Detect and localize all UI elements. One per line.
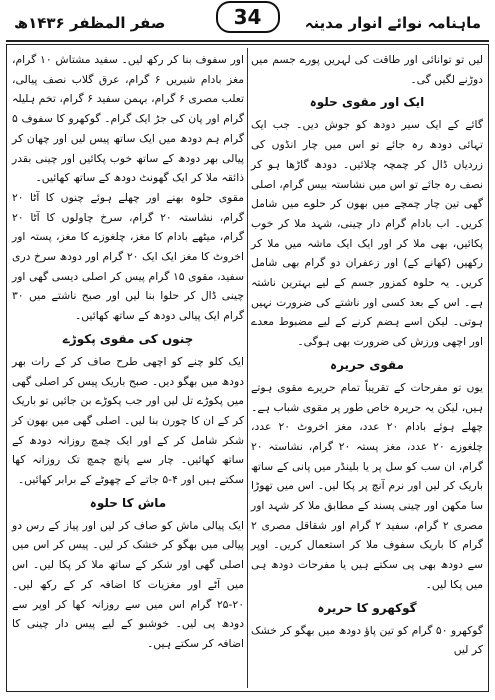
right-column — [251, 50, 483, 660]
heading-gokhru: گوکھرو کا حریرہ — [317, 600, 417, 615]
column-divider — [247, 48, 248, 688]
magazine-title: ماہنامہ نوائے انوار مدینہ — [304, 14, 481, 32]
left-paragraph-1: اور سفوف بنا کر رکھ لیں۔ سفید مشتاش ۱۰ گرام، مغز بادام شیریں ۶ گرام، عرق گلاب نصف پیالی، تعلب مصری ۶ گرام، بہمن سفید ۶ گرام، تخم ہلیلہ گرام اور پان کی جڑ ایک گرام۔ گوکھرو کا سفوف ۵ گرام ہم دودھ میں ایک ساتھ پیس لیں اور چھان کر پیالی بھر دودھ کے ساتھ خوب پکائیں اور چینی بقدر ذائقہ ملا کر ایک گھونٹ دودھ کے ساتھ کھائیں۔ — [12, 53, 244, 185]
pakoray-paragraph: ایک کلو چنے کو اچھی طرح صاف کر کے رات بھر دودھ میں بھگو دیں۔ صبح باریک پیس کر اصلی گھی میں پکوڑے تل لیں اور جب پکوڑے بن جائیں تو باریک کر کے ان کا چورن بنا لیں۔ اصلی گھی میں بھون کر شکر شامل کر کے اور ایک چمچ روزانہ دودھ کے ساتھ کھائیں۔ چار سے پانچ چمچ تک روزانہ کھا سکتے ہیں اور ۴-۵ جاتے کے چھوٹے کے برابر کھائیں۔ — [12, 354, 244, 487]
hareera-paragraph: یوں تو مفرحات کے تقریباً تمام حریرے مقوی ہوتے ہیں، لیکن یہ حریرہ خاص طور پر مقوی شباب ہے۔ چھلے ہوئے بادام ۲۰ عدد، مغز اخروٹ ۲۰ عدد، چلغوزے ۲۰ عدد، مغز پستہ ۲۰ گرام، نشاستہ ۲۰ گرام، ان سب کو سل پر یا بلینڈر میں پانی کے ساتھ باریک کر لیں اور نرم آنچ پر پکا لیں۔ اس میں تھوڑا سا مکھن اور چینی پسند کے مطابق ملا کر شہد اور مصری ۲ گرام، سفید ۲ گرام اور شقاقل مصری ۲ گرام کا باریک سفوف ملا کر استعمال کریں۔ اوپر سے دودھ بھی پی سکتے ہیں یا مفرحات دودھ ہی میں پکا لیں۔ — [251, 380, 483, 591]
heading-maash: ماش کا حلوہ — [89, 495, 167, 510]
left-column — [12, 50, 244, 654]
halwa-paragraph: گائے کے ایک سیر دودھ کو جوش دیں۔ جب ایک تہائی دودھ رہ جائے تو اس میں چار انڈوں کی زردیاں ڈال کر چمچہ چلائیں۔ دودھ گاڑھا ہو کر نصف رہ جائے تو اس میں نشاستہ بیس گرام، اصلی گھی تین چار چمچے میں بھون کر حلوے میں شامل کریں۔ اب بادام گرام دار چینی، شہد ملا کر خوب پکائیں، بھی ملا کر اور ایک ایک ماشہ میں ملا کر رکھیں (کھانے کے) اور زعفران دو گرام بھی شامل کریں۔ یہ حلوہ کمزور جسم کے لیے بہترین ناشتہ ہے۔ اس کے بعد کسی اور ناشتے کی ضرورت نہیں ہوتی۔ لیکن اسے ہضم کرنے کے لیے مضبوط معدے اور اچھی ورزش کی ضرورت بھی ہوگی۔ — [251, 118, 483, 349]
left-paragraph-2: مقوی حلوہ بھنے اور چھلے ہوئے چنوں کا آٹا ۲۰ گرام، نشاستہ ۲۰ گرام، سرخ چاولوں کا آٹا ۲۰ گرام، میٹھے بادام کا مغز، چلغوزے کا مغز، پستہ اور اخروٹ کا مغز ایک ایک ۲۰ گرام اور دودھ سرخ دری سفید، مقوی ۱۵ گرام پیس کر اصلی دیسی گھی اور چینی ڈال کر حلوا بنا لیں اور صبح ناشتے میں ۳۰ گرام ایک پیالی دودھ کے ساتھ کھائیں۔ — [12, 190, 244, 323]
heading-pakoray: چنوں کی مقوی پکوڑے — [62, 331, 194, 346]
issue-date: صفر المظفر ۱۴۳۶ھ — [14, 14, 166, 32]
page-number: 34 — [216, 1, 280, 33]
intro-paragraph: لیں تو توانائی اور طاقت کی لہریں پورے جسم میں دوڑنے لگیں گی۔ — [251, 53, 483, 86]
maash-paragraph: ایک پیالی ماش کو صاف کر لیں اور پیاز کے رس دو پیالی میں بھگو کر خشک کر لیں۔ پیس کر اس میں اصلی گھی اور شکر کے ساتھ ملا کر پکا لیں۔ اس میں آٹے اور مغزیات کا اضافہ کر کے رکھ لیں۔ ۲۰-۲۵ گرام اس میں سے روزانہ کھا کر اوپر سے دودھ پی لیں۔ خوشبو کے لیے پیس دار چینی کا اضافہ کر سکتے ہیں۔ — [12, 518, 244, 650]
heading-hareera: مقوی حریرہ — [330, 357, 404, 372]
heading-halwa: ایک اور مقوی حلوہ — [309, 95, 425, 110]
gokhru-paragraph: گوکھرو ۵۰ گرام کو تین پاؤ دودھ میں بھگو کر خشک کر لیں — [251, 623, 483, 657]
